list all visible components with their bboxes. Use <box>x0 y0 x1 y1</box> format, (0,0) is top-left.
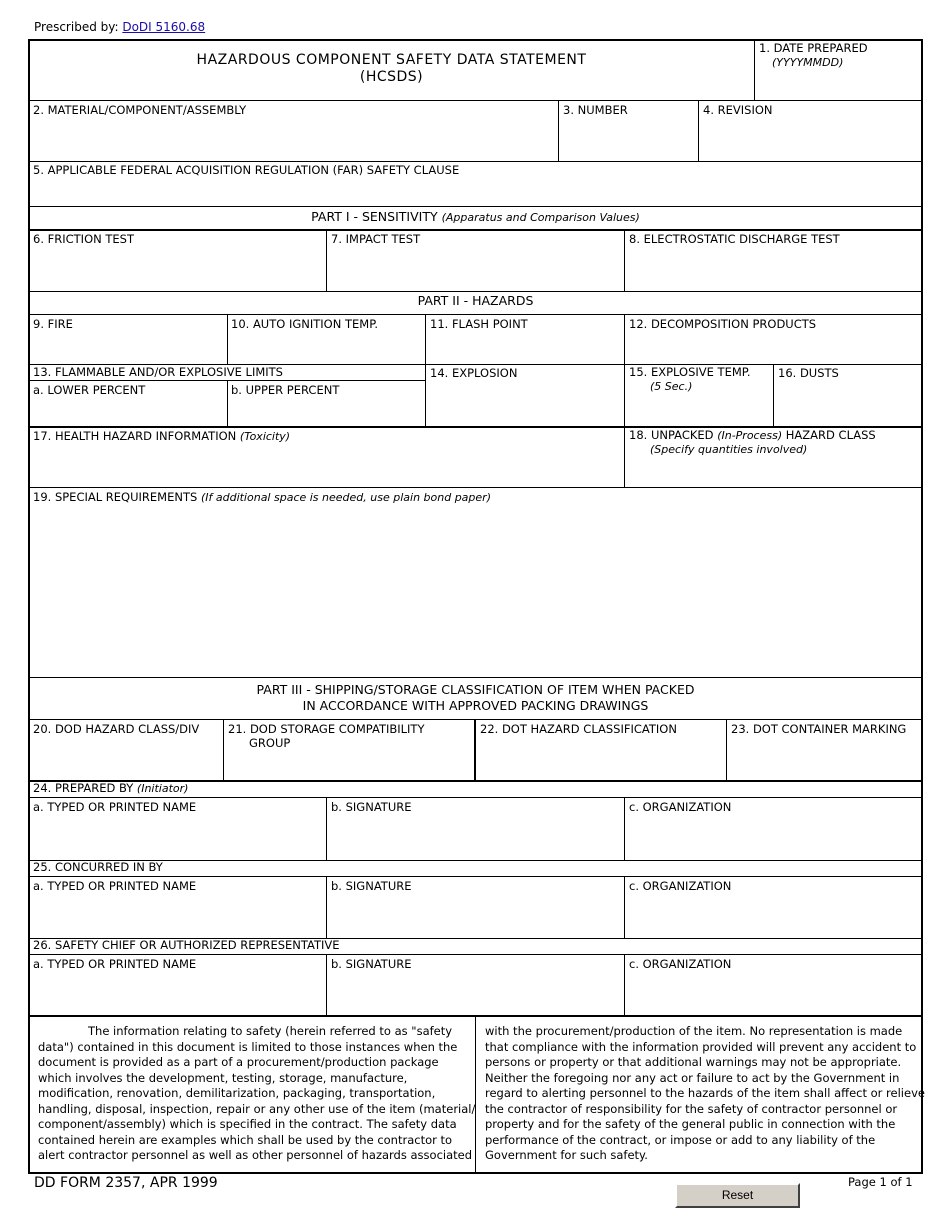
explosive-temp-label: 15. EXPLOSIVE TEMP. <box>629 365 751 379</box>
disclaimer-line: regard to alerting personnel to the hazards of the item shall affect or relieve <box>485 1086 925 1100</box>
disclaimer-line: document is provided as a part of a procurement/production package <box>38 1055 439 1069</box>
dot-container-label: 23. DOT CONTAINER MARKING <box>731 722 907 736</box>
dod-storage-label-2: GROUP <box>249 736 291 750</box>
fire-field[interactable] <box>30 332 225 363</box>
prescribed-by <box>34 20 205 34</box>
dot-hazard-label: 22. DOT HAZARD CLASSIFICATION <box>480 722 677 736</box>
disclaimer-line: contained herein are examples which shall be used by the contractor to <box>38 1132 453 1147</box>
disclaimer-line: modification, renovation, demilitarization, packaging, transportation, <box>38 1086 436 1100</box>
number-field[interactable] <box>560 118 697 161</box>
dusts-label: 16. DUSTS <box>778 366 839 380</box>
part3-header <box>30 682 921 714</box>
esd-label: 8. ELECTROSTATIC DISCHARGE TEST <box>629 232 840 246</box>
concurred-organization-field[interactable] <box>626 894 921 937</box>
upper-percent-label: b. UPPER PERCENT <box>231 383 340 397</box>
flash-point-field[interactable] <box>427 332 623 363</box>
safety-signature-field[interactable] <box>328 972 623 1015</box>
disclaimer-line: persons or property or that additional warnings may not be appropriate. <box>485 1055 902 1069</box>
form-id: DD FORM 2357, APR 1999 <box>34 1175 218 1191</box>
lower-percent-field[interactable] <box>30 398 225 425</box>
dot-hazard-field[interactable] <box>477 737 725 780</box>
disclaimer-left <box>38 1024 475 1164</box>
prepared-by-sub: (Initiator) <box>136 782 189 795</box>
prescribed-by-label: Prescribed by: <box>34 20 119 34</box>
friction-field[interactable] <box>30 247 325 290</box>
form-title-line2: (HCSDS) <box>359 69 424 85</box>
concurred-signature-field[interactable] <box>328 894 623 937</box>
material-label: 2. MATERIAL/COMPONENT/ASSEMBLY <box>33 103 247 117</box>
decomposition-field[interactable] <box>626 332 921 363</box>
safety-organization-field[interactable] <box>626 972 921 1015</box>
impact-label: 7. IMPACT TEST <box>331 232 421 246</box>
prepared-organization-field[interactable] <box>626 815 921 859</box>
unpacked-label-a: 18. UNPACKED <box>629 428 714 442</box>
part3-title-line2: IN ACCORDANCE WITH APPROVED PACKING DRAWINGS <box>302 698 649 713</box>
disclaimer-line: Government for such safety. <box>485 1148 648 1162</box>
unpacked-label <box>629 428 876 443</box>
form-title-line1: HAZARDOUS COMPONENT SAFETY DATA STATEMENT <box>196 52 587 68</box>
disclaimer-line: performance of the contract, or impose or add to any liability of the <box>485 1132 876 1147</box>
dodi-link[interactable]: DoDI 5160.68 <box>122 20 206 34</box>
date-prepared-label: 1. DATE PREPARED <box>759 41 868 55</box>
dusts-field[interactable] <box>775 381 921 425</box>
disclaimer-line: the contractor of responsibility for the safety of contractor personnel or <box>485 1101 898 1116</box>
concurred-organization-label: c. ORGANIZATION <box>629 879 732 893</box>
explosive-temp-sub: (5 Sec.) <box>650 380 693 393</box>
date-prepared-field[interactable] <box>756 70 921 100</box>
health-label-sub: (Toxicity) <box>239 430 291 443</box>
prepared-signature-field[interactable] <box>328 815 623 859</box>
date-prepared-format: (YYYYMMDD) <box>772 56 844 69</box>
health-field[interactable] <box>30 444 623 486</box>
dot-container-field[interactable] <box>728 737 921 780</box>
disclaimer-line: which involves the development, testing, storage, manufacture, <box>38 1070 408 1085</box>
page-number: Page 1 of 1 <box>848 1175 913 1189</box>
unpacked-label-c: HAZARD CLASS <box>785 428 876 442</box>
form-title <box>30 52 753 86</box>
prepared-name-label: a. TYPED OR PRINTED NAME <box>33 800 197 814</box>
prepared-by-text: 24. PREPARED BY <box>33 781 134 795</box>
safety-name-label: a. TYPED OR PRINTED NAME <box>33 957 197 971</box>
part2-title: PART II - HAZARDS <box>417 293 534 308</box>
disclaimer-line: component/assembly) which is specified in the contract. The safety data <box>38 1117 457 1131</box>
concurred-name-field[interactable] <box>30 894 325 937</box>
flash-point-label: 11. FLASH POINT <box>430 317 528 331</box>
disclaimer-line: data") contained in this document is limited to those instances when the <box>38 1039 458 1054</box>
dod-storage-field[interactable] <box>225 751 473 780</box>
concurred-name-label: a. TYPED OR PRINTED NAME <box>33 879 197 893</box>
dod-storage-label: 21. DOD STORAGE COMPATIBILITY <box>228 722 425 736</box>
prepared-organization-label: c. ORGANIZATION <box>629 800 732 814</box>
disclaimer-line: Neither the foregoing nor any act or failure to act by the Government in <box>485 1070 900 1085</box>
concurred-signature-label: b. SIGNATURE <box>331 879 412 893</box>
special-field[interactable] <box>30 506 921 676</box>
safety-signature-label: b. SIGNATURE <box>331 957 412 971</box>
fire-label: 9. FIRE <box>33 317 73 331</box>
number-label: 3. NUMBER <box>563 103 628 117</box>
revision-label: 4. REVISION <box>703 103 773 117</box>
concurred-label: 25. CONCURRED IN BY <box>33 860 163 874</box>
far-label: 5. APPLICABLE FEDERAL ACQUISITION REGULATION (FAR) SAFETY CLAUSE <box>33 163 460 177</box>
prepared-signature-label: b. SIGNATURE <box>331 800 412 814</box>
health-label <box>33 429 290 444</box>
disclaimer-line: The information relating to safety (herein referred to as "safety <box>88 1024 453 1038</box>
disclaimer-line: alert contractor personnel as well as other personnel of hazards associated <box>38 1148 473 1162</box>
explosion-label: 14. EXPLOSION <box>430 366 518 380</box>
material-field[interactable] <box>30 118 557 161</box>
far-field[interactable] <box>30 178 921 206</box>
upper-percent-field[interactable] <box>229 398 424 425</box>
explosive-temp-field[interactable] <box>626 395 772 425</box>
unpacked-sub: (Specify quantities involved) <box>650 443 808 456</box>
prepared-by-label <box>33 781 188 796</box>
flammable-label: 13. FLAMMABLE AND/OR EXPLOSIVE LIMITS <box>33 365 283 379</box>
dod-hazard-field[interactable] <box>30 737 221 780</box>
disclaimer-line: that compliance with the information provided will prevent any accident to <box>485 1039 917 1054</box>
revision-field[interactable] <box>700 118 921 161</box>
prepared-name-field[interactable] <box>30 815 325 859</box>
esd-field[interactable] <box>626 247 921 290</box>
dod-hazard-label: 20. DOD HAZARD CLASS/DIV <box>33 722 200 736</box>
impact-field[interactable] <box>328 247 623 290</box>
disclaimer-line: with the procurement/production of the item. No representation is made <box>485 1024 903 1038</box>
safety-chief-label: 26. SAFETY CHIEF OR AUTHORIZED REPRESENTATIVE <box>33 938 340 952</box>
part1-header <box>30 210 921 225</box>
reset-button[interactable]: Reset <box>675 1183 800 1208</box>
disclaimer-line: property and for the safety of the general public in connection with the <box>485 1117 896 1131</box>
part1-title: PART I - SENSITIVITY <box>311 209 438 224</box>
disclaimer-right <box>485 1024 925 1164</box>
safety-name-field[interactable] <box>30 972 325 1015</box>
lower-percent-label: a. LOWER PERCENT <box>33 383 146 397</box>
explosion-field[interactable] <box>427 381 623 425</box>
special-label <box>33 490 491 505</box>
special-label-text: 19. SPECIAL REQUIREMENTS <box>33 490 198 504</box>
decomposition-label: 12. DECOMPOSITION PRODUCTS <box>629 317 817 331</box>
auto-ignition-field[interactable] <box>229 332 424 363</box>
unpacked-field[interactable] <box>626 458 921 486</box>
special-label-sub: (If additional space is needed, use plain bond paper) <box>200 491 491 504</box>
part3-title-line1: PART III - SHIPPING/STORAGE CLASSIFICATION OF ITEM WHEN PACKED <box>256 682 695 697</box>
auto-ignition-label: 10. AUTO IGNITION TEMP. <box>231 317 378 331</box>
friction-label: 6. FRICTION TEST <box>33 232 134 246</box>
part1-subtitle: (Apparatus and Comparison Values) <box>441 211 640 224</box>
unpacked-label-b: (In-Process) <box>717 429 783 442</box>
disclaimer-line: handling, disposal, inspection, repair or any other use of the item (material/ <box>38 1101 476 1116</box>
health-label-text: 17. HEALTH HAZARD INFORMATION <box>33 429 237 443</box>
safety-organization-label: c. ORGANIZATION <box>629 957 732 971</box>
